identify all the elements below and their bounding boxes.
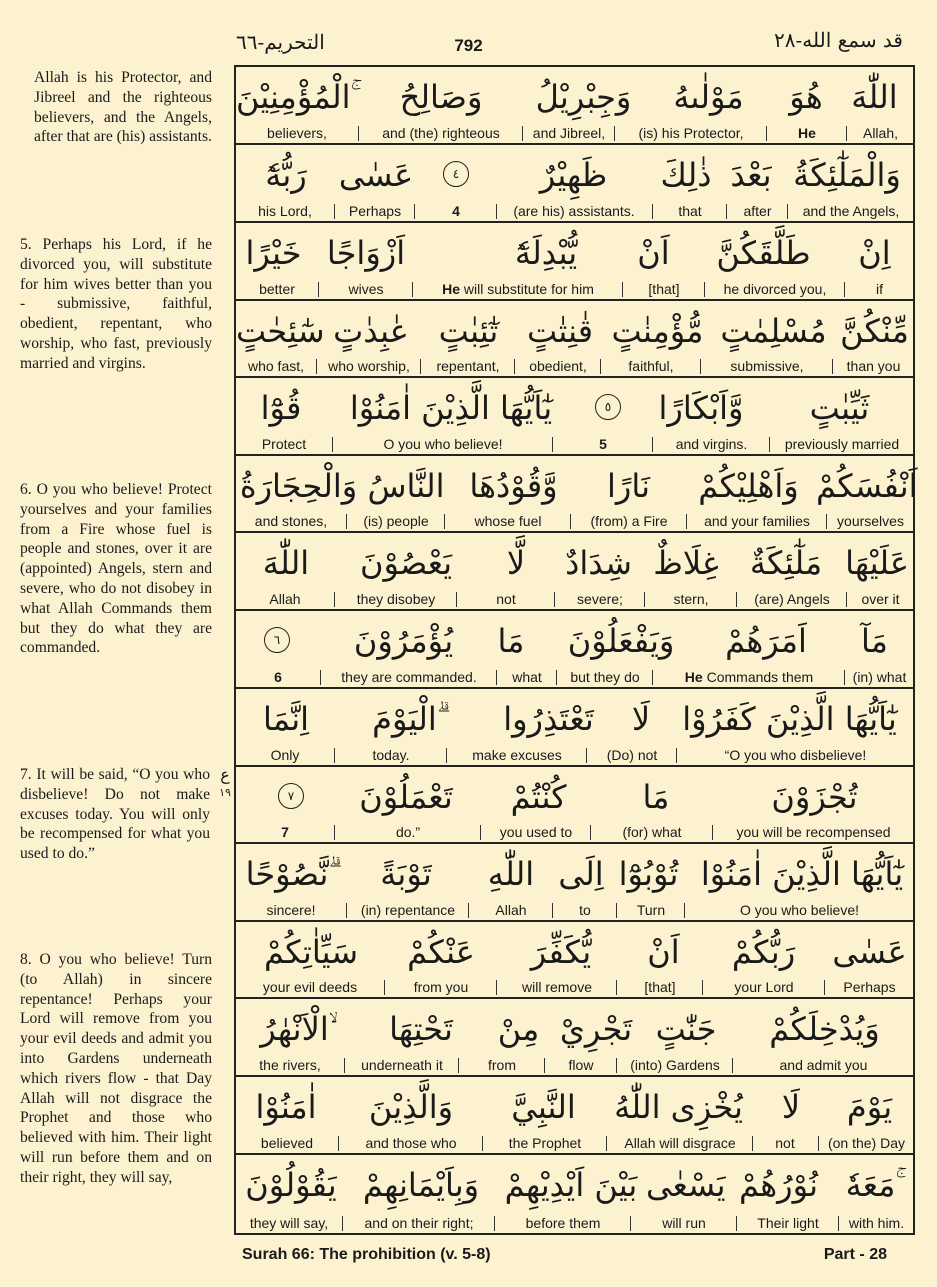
arabic-word: الْمُؤْمِنِيْنَ ۚ bbox=[236, 78, 359, 116]
arabic-word: تَحْتِهَا bbox=[389, 1010, 453, 1048]
gloss-word: believers, bbox=[267, 125, 327, 141]
gloss-word: and the Angels, bbox=[802, 203, 900, 219]
gloss-word: Protect bbox=[261, 436, 307, 452]
arabic-word: نَارًا bbox=[607, 467, 650, 505]
gloss-word: make excuses bbox=[472, 747, 562, 763]
gloss-word: they are commanded. bbox=[341, 669, 477, 685]
gloss-word: repentant, bbox=[436, 358, 500, 374]
gloss-word: (is) his Protector, bbox=[638, 125, 744, 141]
arabic-word: اَنْ bbox=[647, 933, 680, 971]
gloss-word: Perhaps bbox=[348, 203, 402, 219]
arabic-word: وَالْمَلٰٓئِكَةُ bbox=[793, 156, 901, 194]
gloss-word: [that] bbox=[644, 979, 676, 995]
arabic-word: اِنْ bbox=[858, 234, 891, 272]
arabic-word: الْيَوْمَ ۗ bbox=[372, 700, 445, 738]
arabic-word: نَّصُوْحًا ۗ bbox=[245, 855, 337, 893]
gloss-word: what bbox=[512, 669, 542, 685]
arabic-word: قٰنِتٰتٍ bbox=[526, 312, 594, 350]
arabic-word: مَا bbox=[642, 778, 670, 816]
gloss-word: today. bbox=[372, 747, 410, 763]
gloss-word: Allah bbox=[495, 902, 527, 918]
arabic-word: اَزْوَاجًا bbox=[326, 234, 406, 272]
arabic-word: وَيَفْعَلُوْنَ bbox=[567, 622, 675, 660]
gloss-word: whose fuel bbox=[474, 513, 542, 529]
gloss-word: 7 bbox=[281, 824, 289, 840]
arabic-word: اِنَّمَا bbox=[262, 700, 310, 738]
gloss-word: from bbox=[488, 1057, 516, 1073]
verse-line bbox=[236, 67, 913, 145]
arabic-word: اَمَرَهُمْ bbox=[725, 622, 807, 660]
verse-line bbox=[236, 611, 913, 689]
arabic-word: يٰٓاَيُّهَا الَّذِيْنَ اٰمَنُوْا bbox=[349, 389, 553, 427]
gloss-word: Only bbox=[270, 747, 300, 763]
arabic-word: يٰٓاَيُّهَا الَّذِيْنَ اٰمَنُوْا bbox=[700, 855, 904, 893]
gloss-word: “O you who disbelieve! bbox=[724, 747, 867, 763]
arabic-word: يَسْعٰى bbox=[646, 1166, 726, 1204]
gloss-word: will remove bbox=[521, 979, 592, 995]
arabic-word: وَّقُوْدُهَا bbox=[469, 467, 558, 505]
gloss-word: submissive, bbox=[730, 358, 804, 374]
arabic-word: قُوْٓا bbox=[260, 389, 302, 427]
arabic-word: سٰٓئِحٰتٍ bbox=[236, 312, 325, 350]
arabic-word: مَعَهٗ ۚ bbox=[845, 1166, 904, 1204]
gloss-word: the rivers, bbox=[259, 1057, 321, 1073]
arabic-word: طَلَّقَكُنَّ bbox=[716, 234, 811, 272]
arabic-word: وَاَهْلِيْكُمْ bbox=[698, 467, 799, 505]
gloss-word: not bbox=[496, 591, 516, 607]
gloss-word: (for) what bbox=[622, 824, 682, 840]
arabic-word: وَبِاَيْمَانِهِمْ bbox=[362, 1166, 480, 1204]
translation-paragraph: 7. It will be said, “O you who disbelieve! Do not make excuses today. You will only be recompensed for what you used to do.” bbox=[20, 766, 210, 863]
arabic-word: يَوْمَ bbox=[846, 1088, 893, 1126]
gloss-pronoun: He bbox=[684, 669, 703, 685]
arabic-word: تَجْرِيْ bbox=[559, 1010, 633, 1048]
gloss-word: they will say, bbox=[249, 1215, 329, 1231]
verse-line bbox=[236, 1155, 913, 1233]
arabic-word: النَّبِيَّ bbox=[511, 1088, 576, 1126]
ruku-marker-top: ع bbox=[220, 765, 230, 784]
verse-number-marker: ٤ bbox=[443, 161, 469, 187]
part-footer: Part - 28 bbox=[823, 1246, 887, 1263]
translation-sidebar bbox=[0, 0, 230, 1287]
gloss-word: and Jibreel, bbox=[532, 125, 606, 141]
gloss-word: (is) people bbox=[363, 513, 429, 529]
arabic-word: مُّؤْمِنٰتٍ bbox=[611, 312, 704, 350]
arabic-word: رَبُّهٗٓ bbox=[265, 156, 307, 194]
arabic-word: الْاَنْهٰرُ ۙ bbox=[260, 1010, 337, 1048]
gloss-word: previously married bbox=[784, 436, 900, 452]
gloss-word: (Do) not bbox=[606, 747, 658, 763]
arabic-word: النَّاسُ bbox=[367, 467, 445, 505]
translation-paragraph: 8. O you who believe! Turn (to Allah) in sincere repentance! Perhaps your Lord will remove from you your evil deeds and admit you into Gardens underneath which rivers flow - that Day Allah will not disgrace the Prophet and those who believed with him. Their light will run before them and on their right, they will say, bbox=[20, 951, 212, 1186]
gloss-word: he divorced you, bbox=[723, 281, 827, 297]
arabic-word: اِلَى bbox=[558, 855, 604, 893]
gloss-word: Allah bbox=[269, 591, 301, 607]
arabic-word: تَوْبَةً bbox=[380, 855, 432, 893]
word-by-word-grid bbox=[234, 65, 918, 1235]
arabic-word: يُّكَفِّرَ bbox=[530, 933, 592, 971]
arabic-word: مَلٰٓئِكَةٌ bbox=[749, 544, 823, 582]
gloss-word: flow bbox=[568, 1057, 594, 1073]
arabic-word: وَصَالِحُ bbox=[399, 78, 483, 116]
gloss-word: Turn bbox=[636, 902, 666, 918]
arabic-word: وَالَّذِيْنَ bbox=[368, 1088, 454, 1126]
gloss-word: who fast, bbox=[247, 358, 305, 374]
arabic-word: يَعْصُوْنَ bbox=[359, 544, 453, 582]
verse-line bbox=[236, 922, 913, 999]
arabic-word: يُؤْمَرُوْنَ bbox=[353, 622, 454, 660]
arabic-word: مَآ bbox=[861, 622, 888, 660]
arabic-word: عَسٰى bbox=[338, 156, 414, 194]
translation-paragraph: Allah is his Protector, and Jibreel and the righteous believers, and the Angels, after that are (his) assistants. bbox=[34, 69, 212, 146]
gloss-word: O you who believe! bbox=[383, 436, 503, 452]
gloss-word: (into) Gardens bbox=[630, 1057, 720, 1073]
surah-header-arabic: التحريم-٦٦ bbox=[236, 30, 325, 54]
gloss-word: Their light bbox=[757, 1215, 819, 1231]
gloss-word: wives bbox=[348, 281, 384, 297]
gloss-word: and stones, bbox=[254, 513, 328, 529]
arabic-word: عٰبِدٰتٍ bbox=[333, 312, 409, 350]
gloss-word: 5 bbox=[599, 436, 607, 452]
gloss-word: and (the) righteous bbox=[382, 125, 500, 141]
verse-line bbox=[236, 999, 913, 1077]
arabic-word: تٰٓئِبٰتٍ bbox=[438, 312, 499, 350]
verse-line bbox=[236, 145, 913, 223]
arabic-word: يُخْزِى اللّٰهُ bbox=[614, 1088, 743, 1126]
gloss-word: will run bbox=[662, 1215, 706, 1231]
arabic-word: عَلَيْهَا bbox=[845, 544, 909, 582]
gloss-word: 4 bbox=[452, 203, 460, 219]
gloss-word: that bbox=[678, 203, 702, 219]
gloss-word: (in) repentance bbox=[360, 902, 456, 918]
gloss-word: (are his) assistants. bbox=[513, 203, 635, 219]
arabic-word: خَيْرًا bbox=[245, 234, 302, 272]
arabic-word: هُوَ bbox=[789, 78, 823, 116]
arabic-word: تُجْزَوْنَ bbox=[771, 778, 858, 816]
arabic-word: سَيِّاٰتِكُمْ bbox=[263, 933, 359, 971]
gloss-word: his Lord, bbox=[258, 203, 312, 219]
gloss-word: to bbox=[579, 902, 591, 918]
gloss-word: than you bbox=[846, 358, 901, 374]
gloss-word: [that] bbox=[648, 281, 680, 297]
juz-header-arabic: قد سمع الله-٢٨ bbox=[774, 28, 903, 52]
arabic-word: وَّاَبْكَارًا bbox=[658, 389, 744, 427]
gloss-word: but they do bbox=[570, 669, 640, 685]
gloss-word: Allah will disgrace bbox=[624, 1135, 736, 1151]
arabic-word: مَوْلٰىهُ bbox=[673, 78, 744, 116]
arabic-word: لَا bbox=[631, 700, 651, 738]
ruku-marker-bottom: ١٩ bbox=[219, 786, 231, 799]
arabic-word: وَالْحِجَارَةُ bbox=[239, 467, 358, 505]
gloss-word: do.” bbox=[395, 824, 421, 840]
arabic-word: مَا bbox=[497, 622, 525, 660]
arabic-word: شِدَادٌ bbox=[565, 544, 632, 582]
surah-footer: Surah 66: The prohibition (v. 5-8) bbox=[242, 1246, 491, 1263]
gloss-word: He Commands them bbox=[684, 669, 814, 685]
arabic-word: جَنّٰتٍ bbox=[655, 1010, 717, 1048]
gloss-word: (in) what bbox=[852, 669, 907, 685]
arabic-word: بَيْنَ اَيْدِيْهِمْ bbox=[504, 1166, 638, 1204]
arabic-word: وَيُدْخِلَكُمْ bbox=[769, 1010, 880, 1048]
arabic-word: تَعْمَلُوْنَ bbox=[359, 778, 453, 816]
translation-paragraph: 5. Perhaps his Lord, if he divorced you, will substitute for him wives better than you - submissive, faithful, obedient, repentant, who worship, who fast, previously married and virgins. bbox=[20, 236, 212, 372]
page-number: 792 bbox=[454, 36, 483, 55]
arabic-word: اللّٰهِ bbox=[487, 855, 535, 893]
arabic-word: عَسٰى bbox=[832, 933, 907, 971]
ruku-marker bbox=[214, 766, 236, 802]
gloss-word: they disobey bbox=[356, 591, 436, 607]
gloss-word: and those who bbox=[365, 1135, 457, 1151]
arabic-word: ذٰلِكَ bbox=[660, 156, 712, 194]
translation-paragraph: 6. O you who believe! Protect yourselves and your families from a Fire whose fuel is people and stones, over it are (appointed) Angels, stern and severe, who do not disobey in what Allah Commands them but they do what they are commanded. bbox=[20, 481, 212, 657]
gloss-word: from you bbox=[413, 979, 469, 995]
arabic-word: اَنْ bbox=[637, 234, 670, 272]
gloss-word: sincere! bbox=[266, 902, 316, 918]
gloss-word: and your families bbox=[704, 513, 810, 529]
gloss-word: you used to bbox=[499, 824, 573, 840]
gloss-word: after bbox=[743, 203, 772, 219]
gloss-word: obedient, bbox=[529, 358, 587, 374]
verse-line bbox=[236, 456, 918, 533]
gloss-word: with him. bbox=[848, 1215, 905, 1231]
arabic-word: تَعْتَذِرُوا bbox=[503, 700, 594, 738]
gloss-word: your Lord bbox=[734, 979, 794, 995]
verse-number-marker: ٥ bbox=[595, 394, 621, 420]
page-footer bbox=[0, 1240, 937, 1280]
gloss-word: the Prophet bbox=[508, 1135, 582, 1151]
arabic-word: مِّنْكُنَّ bbox=[840, 312, 909, 350]
arabic-word: وَجِبْرِيْلُ bbox=[535, 78, 632, 116]
gloss-word: severe; bbox=[577, 591, 623, 607]
gloss-word: Allah, bbox=[862, 125, 899, 141]
verse-number-marker: ٦ bbox=[264, 627, 290, 653]
verse-line bbox=[236, 533, 913, 611]
arabic-word: لَّا bbox=[506, 544, 526, 582]
arabic-word: مُسْلِمٰتٍ bbox=[720, 312, 827, 350]
gloss-word: and on their right; bbox=[364, 1215, 474, 1231]
arabic-word: اٰمَنُوْا bbox=[255, 1088, 317, 1126]
gloss-word: before them bbox=[525, 1215, 601, 1231]
gloss-word: who worship, bbox=[328, 358, 410, 374]
verse-line bbox=[236, 689, 913, 767]
gloss-pronoun: He bbox=[442, 281, 461, 297]
gloss-word: if bbox=[876, 281, 883, 297]
arabic-word: غِلَاظٌ bbox=[653, 544, 719, 582]
gloss-word: He bbox=[798, 125, 816, 141]
arabic-word: بَعْدَ bbox=[730, 156, 772, 194]
gloss-word: (from) a Fire bbox=[590, 513, 668, 529]
gloss-word: you will be recompensed bbox=[736, 824, 891, 840]
arabic-word: ثَيِّبٰتٍ bbox=[809, 389, 870, 427]
arabic-word: اللّٰهَ bbox=[262, 544, 310, 582]
arabic-word: كُنْتُمْ bbox=[510, 778, 567, 816]
arabic-word: عَنْكُمْ bbox=[407, 933, 475, 971]
arabic-word: اللّٰهَ bbox=[851, 78, 898, 116]
verse-line bbox=[236, 223, 913, 301]
arabic-word: يَقُوْلُوْنَ bbox=[245, 1166, 337, 1204]
verse-line bbox=[236, 1077, 913, 1155]
arabic-word: يٰٓاَيُّهَا الَّذِيْنَ كَفَرُوْا bbox=[682, 700, 897, 738]
gloss-word: faithful, bbox=[628, 358, 674, 374]
arabic-word: تُوْبُوْٓا bbox=[618, 855, 679, 893]
gloss-word: (are) Angels bbox=[754, 591, 830, 607]
gloss-word: underneath it bbox=[361, 1057, 443, 1073]
verse-number-marker: ٧ bbox=[278, 783, 304, 809]
gloss-word: (on the) Day bbox=[827, 1135, 906, 1151]
gloss-word: believed bbox=[260, 1135, 314, 1151]
arabic-word: يُّبْدِلَهٗٓ bbox=[514, 234, 578, 272]
gloss-word: and admit you bbox=[779, 1057, 868, 1073]
verse-line bbox=[236, 378, 913, 456]
arabic-word: لَا bbox=[781, 1088, 801, 1126]
gloss-word: not bbox=[775, 1135, 795, 1151]
verse-line bbox=[236, 844, 913, 922]
gloss-word: and virgins. bbox=[675, 436, 748, 452]
arabic-word: مِنْ bbox=[497, 1010, 540, 1048]
verse-line bbox=[236, 301, 913, 378]
arabic-word: اَنْفُسَكُمْ bbox=[816, 467, 918, 505]
gloss-word: He will substitute for him bbox=[442, 281, 594, 297]
gloss-word: better bbox=[259, 281, 295, 297]
arabic-word: رَبُّكُمْ bbox=[731, 933, 796, 971]
verse-line bbox=[236, 767, 913, 844]
gloss-word: 6 bbox=[274, 669, 282, 685]
gloss-word: stern, bbox=[673, 591, 709, 607]
gloss-word: over it bbox=[861, 591, 900, 607]
gloss-word: O you who believe! bbox=[739, 902, 860, 918]
arabic-word: نُوْرُهُمْ bbox=[738, 1166, 819, 1204]
gloss-word: your evil deeds bbox=[262, 979, 358, 995]
gloss-word: yourselves bbox=[837, 513, 904, 529]
arabic-word: ظَهِيْرٌ bbox=[539, 156, 608, 194]
gloss-word: Perhaps bbox=[843, 979, 896, 995]
